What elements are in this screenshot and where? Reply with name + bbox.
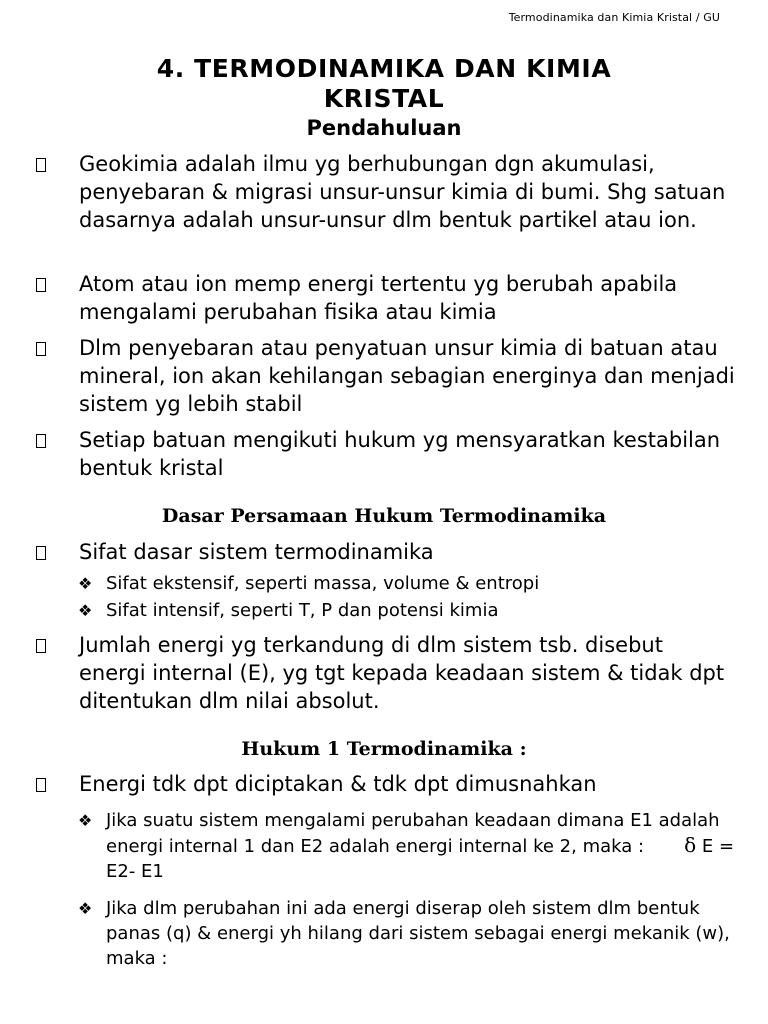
formula-text: E = E2- E1: [106, 836, 735, 882]
section1-bullet-1-text: Sifat dasar sistem termodinamika: [79, 540, 434, 564]
running-header: Termodinamika dan Kimia Kristal / GU: [508, 11, 720, 24]
section2-sub-2: [78, 896, 738, 971]
intro-bullet-1: [36, 150, 736, 234]
section2-sub-1: [78, 808, 738, 884]
subtitle: Pendahuluan: [306, 116, 462, 140]
intro-bullet-2-text: Atom atau ion memp energi tertentu yg berubah apabila mengalami perubahan fisika atau kimia: [79, 272, 678, 324]
delta-symbol: δ: [684, 833, 697, 857]
empty-square-icon: [36, 546, 46, 560]
section1-sub-1: [78, 571, 738, 596]
empty-square-icon: [36, 778, 46, 792]
section1-sub-2: [78, 598, 738, 623]
section2-bullet-1-text: Energi tdk dpt diciptakan & tdk dpt dimusnahkan: [79, 772, 597, 796]
section1-bullet-1: [36, 538, 736, 566]
section-heading-dasar-persamaan: Dasar Persamaan Hukum Termodinamika: [161, 505, 607, 527]
empty-square-icon: [36, 639, 46, 653]
empty-square-icon: [36, 278, 46, 292]
section1-bullet-2-text: Jumlah energi yg terkandung di dlm sistem tsb. disebut energi internal (E), yg tgt kepada keadaan sistem & tidak dpt ditentukan dlm nilai absolut.: [79, 633, 725, 713]
intro-bullet-3: [36, 334, 736, 418]
intro-bullet-4-text: Setiap batuan mengikuti hukum yg mensyaratkan kestabilan bentuk kristal: [79, 428, 721, 480]
intro-bullet-1-text: Geokimia adalah ilmu yg berhubungan dgn akumulasi, penyebaran & migrasi unsur-unsur kimia di bumi. Shg satuan dasarnya adalah unsur-unsur dlm bentuk partikel atau ion.: [79, 152, 726, 232]
section2-sub-1-body: Jika suatu sistem mengalami perubahan keadaan dimana E1 adalah energi internal 1 dan E2 adalah energi internal ke 2, maka :: [106, 810, 720, 857]
empty-square-icon: [36, 434, 46, 448]
intro-bullet-4: [36, 426, 736, 482]
intro-bullet-2: [36, 270, 736, 326]
four-diamond-icon: ❖: [78, 811, 93, 830]
section1-sub-2-text: Sifat intensif, seperti T, P dan potensi kimia: [106, 600, 499, 621]
section-heading-hukum-1: Hukum 1 Termodinamika :: [241, 738, 527, 760]
section2-sub-1-text: [106, 808, 738, 884]
intro-bullet-3-text: Dlm penyebaran atau penyatuan unsur kimia di batuan atau mineral, ion akan kehilangan sebagian energinya dan menjadi sistem yg lebih stabil: [79, 336, 735, 416]
section1-bullet-2: [36, 631, 736, 715]
four-diamond-icon: ❖: [78, 574, 93, 593]
page-title-line-1: 4. TERMODINAMIKA DAN KIMIA: [156, 54, 612, 83]
page-title-line-2: KRISTAL: [323, 84, 445, 113]
section2-sub-2-text: Jika dlm perubahan ini ada energi diserap oleh sistem dlm bentuk panas (q) & energi yh hilang dari sistem sebagai energi mekanik (w), maka :: [106, 898, 730, 969]
empty-square-icon: [36, 342, 46, 356]
page-title: [0, 54, 768, 114]
section1-sub-1-text: Sifat ekstensif, seperti massa, volume & entropi: [106, 573, 540, 594]
empty-square-icon: [36, 158, 46, 172]
four-diamond-icon: ❖: [78, 899, 93, 918]
section2-bullet-1: [36, 770, 736, 798]
four-diamond-icon: ❖: [78, 601, 93, 620]
